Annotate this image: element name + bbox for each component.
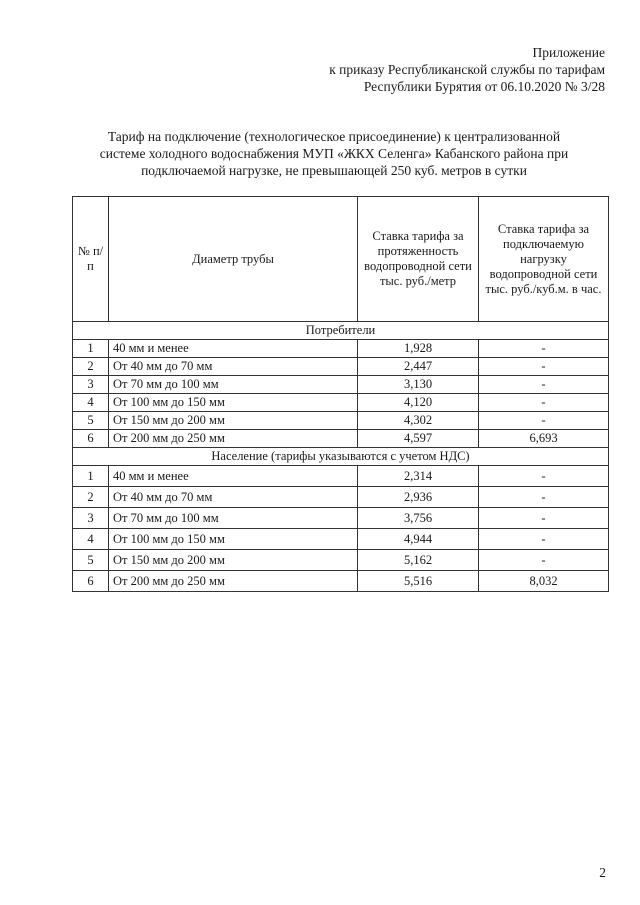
row-num: 5 [73, 412, 109, 430]
section-row [73, 322, 609, 340]
row-num: 5 [73, 550, 109, 571]
row-diameter: От 40 мм до 70 мм [109, 358, 358, 376]
table-row [73, 487, 609, 508]
row-load-rate: - [479, 550, 609, 571]
row-diameter: От 150 мм до 200 мм [109, 412, 358, 430]
row-num: 6 [73, 571, 109, 592]
row-num: 1 [73, 340, 109, 358]
row-num: 4 [73, 529, 109, 550]
approval-block [329, 44, 605, 95]
row-diameter: От 70 мм до 100 мм [109, 508, 358, 529]
header-load-rate: Ставка тарифа за подключаемую нагрузку водопроводной сети тыс. руб./куб.м. в час. [479, 197, 609, 322]
row-length-rate: 3,756 [358, 508, 479, 529]
title-line-2: системе холодного водоснабжения МУП «ЖКХ Селенга» Кабанского района при [99, 146, 569, 161]
title-line-1: Тариф на подключение (технологическое присоединение) к централизованной [107, 129, 561, 144]
row-num: 3 [73, 376, 109, 394]
section-title: Потребители [73, 322, 609, 340]
row-length-rate: 2,447 [358, 358, 479, 376]
table-row [73, 550, 609, 571]
row-load-rate: - [479, 340, 609, 358]
table-row [73, 394, 609, 412]
row-length-rate: 1,928 [358, 340, 479, 358]
table-row [73, 430, 609, 448]
row-length-rate: 4,597 [358, 430, 479, 448]
row-load-rate: - [479, 412, 609, 430]
table-row [73, 529, 609, 550]
table-row [73, 376, 609, 394]
row-num: 3 [73, 508, 109, 529]
document-title [60, 128, 608, 179]
row-num: 1 [73, 466, 109, 487]
row-diameter: 40 мм и менее [109, 340, 358, 358]
section-title: Население (тарифы указываются с учетом НДС) [73, 448, 609, 466]
table-row [73, 508, 609, 529]
row-load-rate: - [479, 394, 609, 412]
table-body [73, 322, 609, 592]
header-diameter: Диаметр трубы [109, 197, 358, 322]
approval-line-1: Приложение [532, 45, 605, 60]
table-row [73, 466, 609, 487]
approval-line-3: Республики Бурятия от 06.10.2020 № 3/28 [363, 79, 605, 94]
row-load-rate: - [479, 508, 609, 529]
row-load-rate: - [479, 466, 609, 487]
table-header-row [73, 197, 609, 322]
table-row [73, 412, 609, 430]
row-diameter: От 100 мм до 150 мм [109, 529, 358, 550]
row-length-rate: 5,516 [358, 571, 479, 592]
row-length-rate: 2,936 [358, 487, 479, 508]
row-diameter: От 200 мм до 250 мм [109, 430, 358, 448]
row-num: 4 [73, 394, 109, 412]
row-load-rate: - [479, 529, 609, 550]
header-num: № п/п [73, 197, 109, 322]
row-load-rate: 6,693 [479, 430, 609, 448]
row-load-rate: - [479, 376, 609, 394]
table-row [73, 571, 609, 592]
row-num: 2 [73, 358, 109, 376]
row-length-rate: 2,314 [358, 466, 479, 487]
row-load-rate: - [479, 358, 609, 376]
page-number: 2 [599, 865, 606, 880]
row-load-rate: - [479, 487, 609, 508]
row-diameter: От 40 мм до 70 мм [109, 487, 358, 508]
row-diameter: От 100 мм до 150 мм [109, 394, 358, 412]
table-row [73, 358, 609, 376]
table-row [73, 340, 609, 358]
row-num: 6 [73, 430, 109, 448]
row-length-rate: 4,302 [358, 412, 479, 430]
row-load-rate: 8,032 [479, 571, 609, 592]
row-diameter: 40 мм и менее [109, 466, 358, 487]
row-length-rate: 4,120 [358, 394, 479, 412]
row-length-rate: 4,944 [358, 529, 479, 550]
row-num: 2 [73, 487, 109, 508]
row-length-rate: 3,130 [358, 376, 479, 394]
title-line-3: подключаемой нагрузке, не превышающей 250 куб. метров в сутки [141, 163, 527, 178]
row-diameter: От 200 мм до 250 мм [109, 571, 358, 592]
row-diameter: От 70 мм до 100 мм [109, 376, 358, 394]
header-length-rate: Ставка тарифа за протяженность водопроводной сети тыс. руб./метр [358, 197, 479, 322]
tariff-table [72, 196, 609, 592]
row-length-rate: 5,162 [358, 550, 479, 571]
section-row [73, 448, 609, 466]
approval-line-2: к приказу Республиканской службы по тарифам [329, 62, 605, 77]
row-diameter: От 150 мм до 200 мм [109, 550, 358, 571]
